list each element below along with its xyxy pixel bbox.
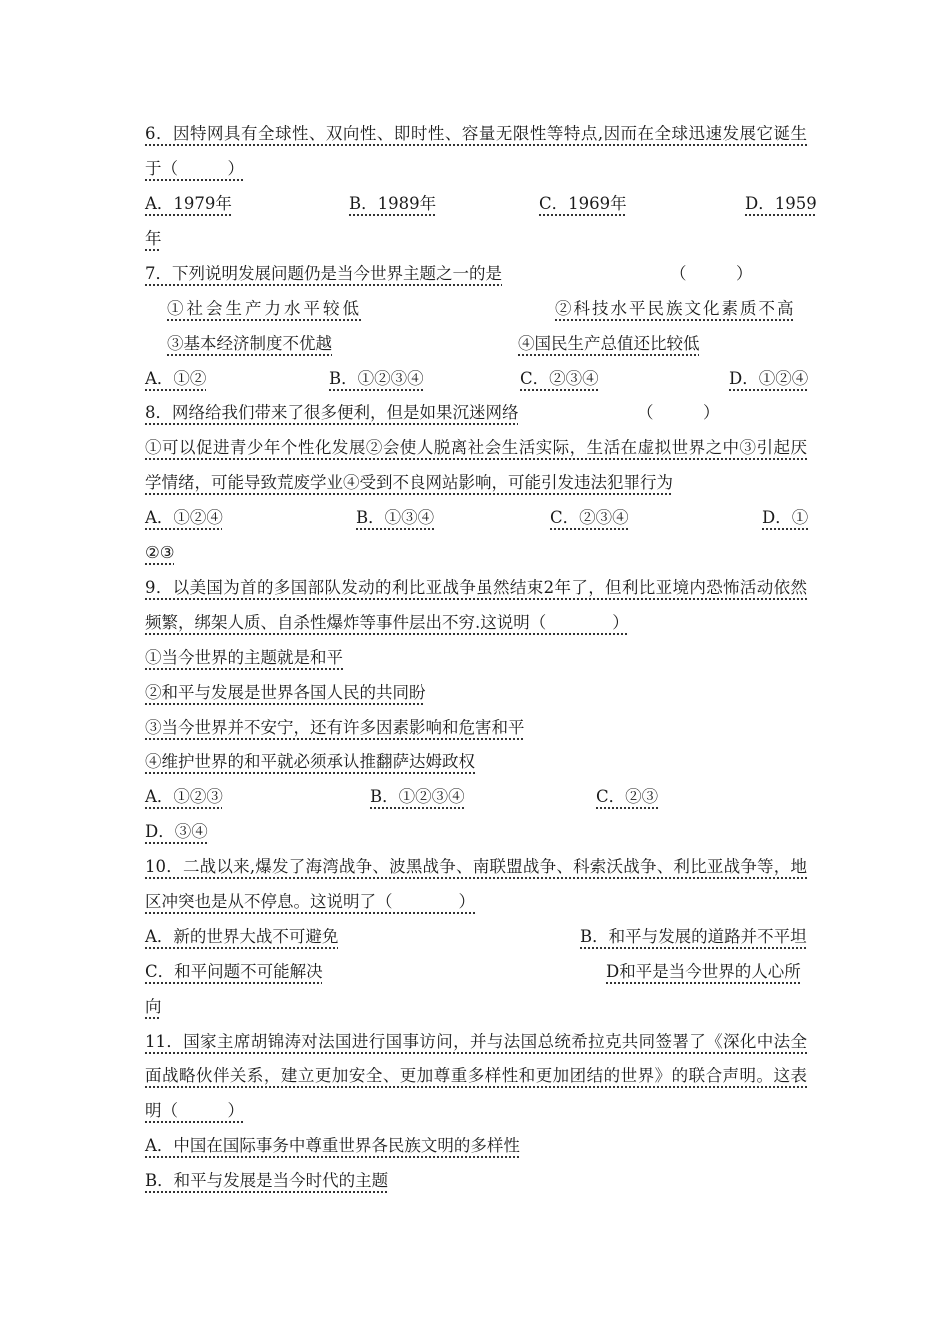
q10-option-a: A．新的世界大战不可避免 bbox=[145, 927, 339, 946]
q8-body-line-1: ①可以促进青少年个性化发展②会使人脱离社会生活实际，生活在虚拟世界之中③引起厌 bbox=[145, 438, 807, 457]
q7-option-d: D．①②④ bbox=[729, 369, 809, 388]
q6-stem-line-2: 于（ ） bbox=[145, 159, 244, 178]
q9-option-d-row bbox=[145, 815, 807, 849]
q7-items-row-2 bbox=[145, 327, 807, 361]
q10-option-c: C．和平问题不可能解决 bbox=[145, 962, 323, 981]
q8-answer-paren: （ ） bbox=[637, 403, 720, 422]
q8-option-d: D．① bbox=[762, 508, 809, 527]
q9-item-4: ④维护世界的和平就必须承认推翻萨达姆政权 bbox=[145, 752, 475, 771]
q8-option-d-wrap: ②③ bbox=[145, 543, 175, 562]
q10-options-row-1 bbox=[145, 920, 807, 954]
q8-options bbox=[145, 501, 807, 535]
q9-item-1: ①当今世界的主题就是和平 bbox=[145, 648, 343, 667]
q7-item-3: ③基本经济制度不优越 bbox=[167, 334, 332, 353]
q6-option-c: C．1969年 bbox=[539, 194, 627, 213]
q6-option-a: A．1979年 bbox=[145, 194, 232, 213]
q11-stem-line-1: 11．国家主席胡锦涛对法国进行国事访问，并与法国总统希拉克共同签署了《深化中法全 bbox=[145, 1032, 807, 1051]
q7-items-row-1 bbox=[145, 292, 807, 326]
q9-option-c: C．②③ bbox=[596, 787, 659, 806]
q6-option-b: B．1989年 bbox=[349, 194, 437, 213]
q11-stem-line-2: 面战略伙伴关系，建立更加安全、更加尊重多样性和更加团结的世界》的联合声明。这表 bbox=[145, 1066, 807, 1085]
q9-item-2: ②和平与发展是世界各国人民的共同盼 bbox=[145, 683, 426, 702]
q9-option-b: B．①②③④ bbox=[370, 787, 465, 806]
q10-option-d-wrap: 向 bbox=[145, 997, 162, 1016]
q8-option-c: C．②③④ bbox=[550, 508, 629, 527]
q8-stem: 8．网络给我们带来了很多便利，但是如果沉迷网络 （ ） bbox=[145, 396, 807, 430]
q11-stem-line-3: 明（ ） bbox=[145, 1101, 244, 1120]
q10-option-d: D和平是当今世界的人心所 bbox=[606, 962, 801, 981]
q7-item-4: ④国民生产总值还比较低 bbox=[518, 334, 700, 353]
q8-option-a: A．①②④ bbox=[145, 508, 223, 527]
q7-answer-paren: （ ） bbox=[670, 264, 753, 283]
q7-item-1: ①社会生产力水平较低 bbox=[167, 299, 362, 318]
q6-option-d-wrap: 年 bbox=[145, 229, 162, 248]
q6-option-d: D．1959 bbox=[745, 194, 817, 213]
q7-option-b: B．①②③④ bbox=[329, 369, 424, 388]
q10-option-b: B．和平与发展的道路并不平坦 bbox=[580, 927, 807, 946]
q9-option-d: D．③④ bbox=[145, 822, 208, 841]
q9-item-3: ③当今世界并不安宁，还有许多因素影响和危害和平 bbox=[145, 718, 525, 737]
q7-option-c: C．②③④ bbox=[520, 369, 599, 388]
q9-stem-line-1: 9．以美国为首的多国部队发动的利比亚战争虽然结束2年了，但利比亚境内恐怖活动依然 bbox=[145, 578, 807, 597]
q6-options bbox=[145, 187, 817, 221]
q7-stem: 7．下列说明发展问题仍是当今世界主题之一的是 （ ） bbox=[145, 257, 807, 291]
q7-item-2: ②科技水平民族文化素质不高 bbox=[555, 299, 796, 318]
q6-stem-line-1: 6．因特网具有全球性、双向性、即时性、容量无限性等特点,因而在全球迅速发展它诞生 bbox=[145, 124, 807, 143]
q10-options-row-2 bbox=[145, 955, 807, 989]
q9-option-a: A．①②③ bbox=[145, 787, 223, 806]
q8-body-line-2: 学情绪，可能导致荒废学业④受到不良网站影响，可能引发违法犯罪行为 bbox=[145, 473, 673, 492]
q11-option-a: A．中国在国际事务中尊重世界各民族文明的多样性 bbox=[145, 1136, 520, 1155]
q10-stem-line-1: 10．二战以来,爆发了海湾战争、波黑战争、南联盟战争、科索沃战争、利比亚战争等，地 bbox=[145, 857, 807, 876]
q9-stem-line-2: 频繁，绑架人质、自杀性爆炸等事件层出不穷.这说明（ ） bbox=[145, 613, 629, 632]
q9-options bbox=[145, 780, 807, 814]
q10-stem-line-2: 区冲突也是从不停息。这说明了（ ） bbox=[145, 892, 475, 911]
q11-option-b: B．和平与发展是当今时代的主题 bbox=[145, 1171, 389, 1190]
q7-option-a: A．①② bbox=[145, 369, 207, 388]
q8-option-b: B．①③④ bbox=[356, 508, 435, 527]
q7-options bbox=[145, 362, 807, 396]
